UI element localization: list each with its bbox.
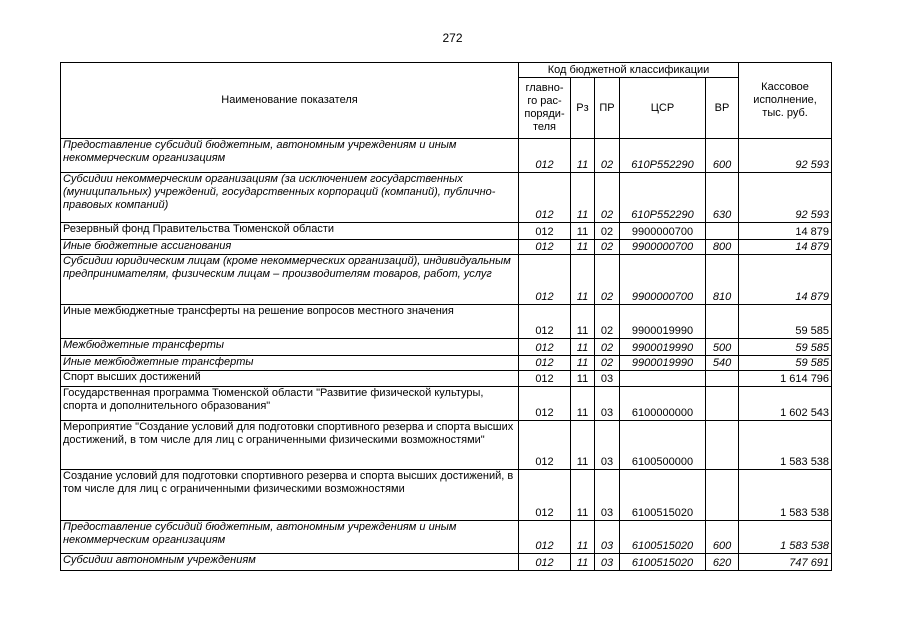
row-vr-cell: 810 (706, 255, 739, 305)
row-name-cell: Субсидии некоммерческим организациям (за исключением государственных (муниципальных) учреждений, государственных корпораций (компаний), публично-правовых компаний) (61, 173, 519, 223)
row-name-cell: Создание условий для подготовки спортивного резерва и спорта высших достижений, в том числе для лиц с ограниченными физическими возможностями (61, 470, 519, 521)
table-row (61, 139, 832, 173)
row-name-cell: Резервный фонд Правительства Тюменской области (61, 223, 519, 240)
row-pr-cell: 02 (595, 139, 620, 173)
row-pr-cell: 03 (595, 371, 620, 387)
row-pr-cell: 03 (595, 421, 620, 470)
row-gr-cell: 012 (519, 371, 571, 387)
row-gr-cell: 012 (519, 356, 571, 371)
row-rz-cell: 11 (571, 339, 595, 356)
table-row (61, 521, 832, 554)
row-amount-cell: 14 879 (739, 223, 832, 240)
row-pr-cell: 02 (595, 240, 620, 255)
row-csr-cell: 610P552290 (620, 139, 706, 173)
table-row (61, 305, 832, 339)
row-amount-cell: 92 593 (739, 139, 832, 173)
row-amount-cell: 1 583 538 (739, 521, 832, 554)
row-csr-cell: 9900019990 (620, 305, 706, 339)
row-pr-cell: 02 (595, 339, 620, 356)
row-pr-cell: 02 (595, 223, 620, 240)
row-vr-cell: 600 (706, 521, 739, 554)
row-amount-cell: 1 614 796 (739, 371, 832, 387)
row-vr-cell (706, 421, 739, 470)
row-gr-cell: 012 (519, 470, 571, 521)
row-rz-cell: 11 (571, 356, 595, 371)
row-csr-cell: 6100000000 (620, 387, 706, 421)
row-name-cell: Иные бюджетные ассигнования (61, 240, 519, 255)
header-code-group: Код бюджетной классификации (519, 63, 739, 78)
row-amount-cell: 92 593 (739, 173, 832, 223)
row-amount-cell: 59 585 (739, 305, 832, 339)
row-csr-cell: 610P552290 (620, 173, 706, 223)
header-name: Наименование показателя (61, 63, 519, 139)
table-row (61, 371, 832, 387)
row-name-cell: Субсидии автономным учреждениям (61, 554, 519, 571)
row-pr-cell: 03 (595, 470, 620, 521)
row-gr-cell: 012 (519, 305, 571, 339)
row-amount-cell: 1 583 538 (739, 470, 832, 521)
row-rz-cell: 11 (571, 223, 595, 240)
row-rz-cell: 11 (571, 255, 595, 305)
row-rz-cell: 11 (571, 305, 595, 339)
row-vr-cell: 800 (706, 240, 739, 255)
row-name-cell: Иные межбюджетные трансферты на решение вопросов местного значения (61, 305, 519, 339)
row-csr-cell: 6100500000 (620, 421, 706, 470)
row-rz-cell: 11 (571, 387, 595, 421)
page-number: 272 (442, 31, 463, 45)
row-name-cell: Государственная программа Тюменской области "Развитие физической культуры, спорта и дополнительного образования" (61, 387, 519, 421)
row-rz-cell: 11 (571, 139, 595, 173)
row-csr-cell: 9900000700 (620, 223, 706, 240)
row-rz-cell: 11 (571, 554, 595, 571)
row-name-cell: Предоставление субсидий бюджетным, автономным учреждениям и иным некоммерческим организациям (61, 139, 519, 173)
row-csr-cell: 9900019990 (620, 356, 706, 371)
row-pr-cell: 03 (595, 387, 620, 421)
row-gr-cell: 012 (519, 554, 571, 571)
row-amount-cell: 59 585 (739, 356, 832, 371)
row-name-cell: Мероприятие "Создание условий для подготовки спортивного резерва и спорта высших достижений, в том числе для лиц с ограниченными физическими возможностями" (61, 421, 519, 470)
row-vr-cell (706, 371, 739, 387)
row-gr-cell: 012 (519, 223, 571, 240)
row-amount-cell: 59 585 (739, 339, 832, 356)
row-vr-cell (706, 470, 739, 521)
row-csr-cell: 9900000700 (620, 255, 706, 305)
header-row-top (61, 63, 832, 78)
table-row (61, 421, 832, 470)
header-glavny: главно-го рас-поряди-теля (519, 78, 571, 139)
row-rz-cell: 11 (571, 371, 595, 387)
row-rz-cell: 11 (571, 173, 595, 223)
row-vr-cell: 600 (706, 139, 739, 173)
row-vr-cell (706, 305, 739, 339)
row-pr-cell: 02 (595, 356, 620, 371)
table-row (61, 339, 832, 356)
row-gr-cell: 012 (519, 521, 571, 554)
row-rz-cell: 11 (571, 521, 595, 554)
row-gr-cell: 012 (519, 139, 571, 173)
table-row (61, 223, 832, 240)
row-pr-cell: 03 (595, 554, 620, 571)
row-gr-cell: 012 (519, 339, 571, 356)
row-rz-cell: 11 (571, 421, 595, 470)
row-name-cell: Иные межбюджетные трансферты (61, 356, 519, 371)
row-csr-cell: 6100515020 (620, 521, 706, 554)
budget-table (60, 62, 832, 571)
row-rz-cell: 11 (571, 470, 595, 521)
row-name-cell: Межбюджетные трансферты (61, 339, 519, 356)
table-row (61, 470, 832, 521)
row-csr-cell: 6100515020 (620, 554, 706, 571)
row-gr-cell: 012 (519, 387, 571, 421)
row-gr-cell: 012 (519, 173, 571, 223)
table-row (61, 554, 832, 571)
row-vr-cell: 500 (706, 339, 739, 356)
row-name-cell: Субсидии юридическим лицам (кроме некоммерческих организаций), индивидуальным предпринимателям, физическим лицам – производителям товаров, работ, услуг (61, 255, 519, 305)
row-csr-cell (620, 371, 706, 387)
row-gr-cell: 012 (519, 421, 571, 470)
row-amount-cell: 747 691 (739, 554, 832, 571)
row-pr-cell: 02 (595, 173, 620, 223)
table-row (61, 240, 832, 255)
row-amount-cell: 14 879 (739, 240, 832, 255)
header-pr: ПР (595, 78, 620, 139)
row-amount-cell: 1 583 538 (739, 421, 832, 470)
row-csr-cell: 9900019990 (620, 339, 706, 356)
row-amount-cell: 1 602 543 (739, 387, 832, 421)
header-vr: ВР (706, 78, 739, 139)
row-vr-cell (706, 387, 739, 421)
row-amount-cell: 14 879 (739, 255, 832, 305)
table-row (61, 173, 832, 223)
header-csr: ЦСР (620, 78, 706, 139)
row-name-cell: Спорт высших достижений (61, 371, 519, 387)
row-gr-cell: 012 (519, 255, 571, 305)
row-vr-cell: 630 (706, 173, 739, 223)
row-rz-cell: 11 (571, 240, 595, 255)
row-csr-cell: 9900000700 (620, 240, 706, 255)
row-vr-cell: 620 (706, 554, 739, 571)
row-gr-cell: 012 (519, 240, 571, 255)
row-vr-cell (706, 223, 739, 240)
row-pr-cell: 02 (595, 255, 620, 305)
table-row (61, 255, 832, 305)
row-pr-cell: 03 (595, 521, 620, 554)
row-vr-cell: 540 (706, 356, 739, 371)
row-name-cell: Предоставление субсидий бюджетным, автономным учреждениям и иным некоммерческим организациям (61, 521, 519, 554)
row-pr-cell: 02 (595, 305, 620, 339)
header-amount: Кассовое исполнение, тыс. руб. (739, 63, 832, 139)
table-row (61, 387, 832, 421)
table-row (61, 356, 832, 371)
row-csr-cell: 6100515020 (620, 470, 706, 521)
header-rz: Рз (571, 78, 595, 139)
